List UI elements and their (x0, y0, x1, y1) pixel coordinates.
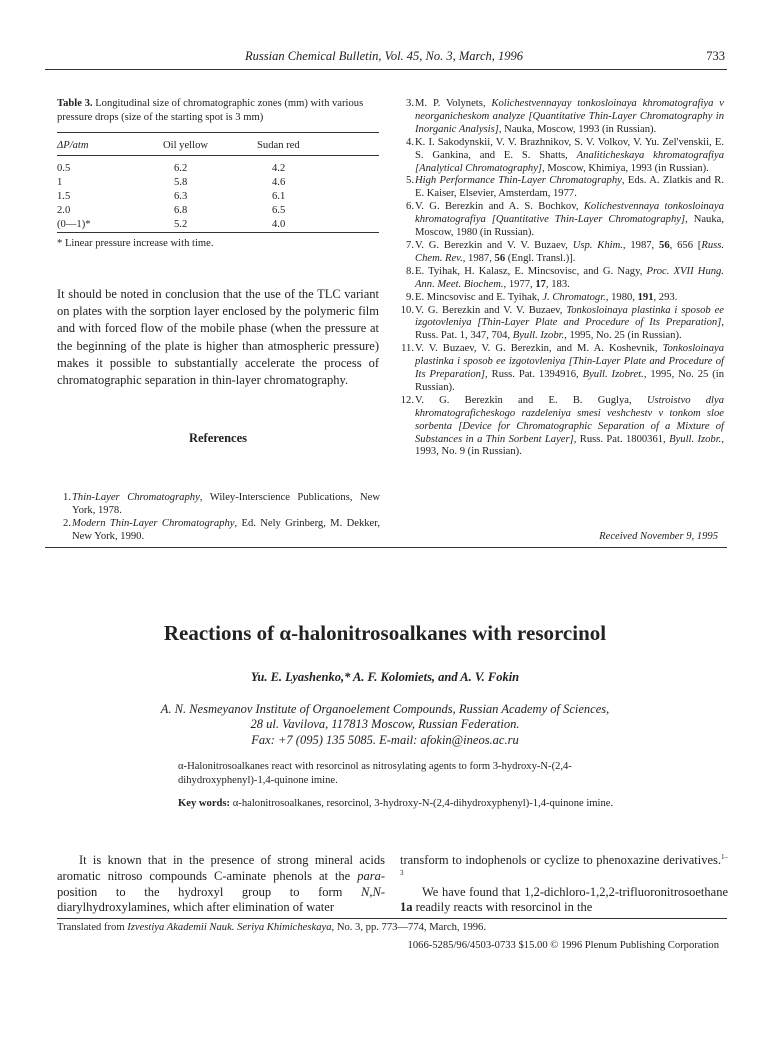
body-text-left (57, 853, 385, 916)
text-run: 17 (535, 278, 546, 290)
text-run: -diarylhydroxylamines, which after elimination of water (57, 884, 385, 915)
reference-item (398, 305, 724, 344)
reference-text (415, 266, 724, 292)
table-rule-bot (57, 232, 379, 233)
text-run: -position to the hydroxyl group to form (57, 868, 385, 899)
reference-item (398, 137, 724, 176)
text-run: Proc. XVII Hung. Ann. Meet. Biochem. (415, 265, 724, 290)
text-run: , 1995, No. 25 (in Russian). (564, 330, 682, 342)
text-run: , Ed. Nely Grinberg, M. Dekker, New York, 1990. (72, 517, 380, 542)
keywords-label: Key words: (178, 798, 231, 809)
table-cell: 5.8 (174, 177, 188, 188)
reference-number: 12. (400, 394, 414, 406)
reference-text (415, 395, 724, 460)
table-caption-text: Longitudinal size of chromatographic zones (mm) with various pressure drops (size of the starting spot is 3 mm) (57, 98, 364, 123)
text-run: , 656 [ (669, 239, 702, 251)
reference-text (415, 201, 724, 240)
text-run: , 1993, No. 9 (in Russian). (415, 433, 724, 458)
reference-item (398, 240, 724, 266)
table-header-sudan-red: Sudan red (257, 140, 300, 151)
table-cell: 1.5 (57, 191, 71, 202)
table-cell: (0—1)* (57, 219, 91, 230)
page-number: 733 (706, 49, 725, 63)
reference-text (72, 518, 380, 544)
text-run: para (357, 868, 381, 883)
reference-text (415, 175, 724, 201)
reference-number: 10. (400, 304, 414, 316)
text-run: , 1987, (462, 252, 495, 264)
abstract: α-Halonitrosoalkanes react with resorcinol as nitrosylating agents to form 3-hydroxy-N-(2,4-dihydroxyphenyl)-1,4-quinone imine. (178, 761, 572, 786)
reference-list-right (398, 98, 724, 459)
keywords (178, 797, 638, 811)
reference-text (415, 137, 724, 176)
citation-superscript: 1–3 (400, 852, 728, 877)
text-run: V. G. Berezkin and V. V. Buzaev, (415, 304, 567, 316)
reference-text (415, 292, 724, 305)
text-run: E. Tyihak, H. Kalasz, E. Mincsovisc, and G. Nagy, (415, 265, 647, 277)
text-run: , 1977, (503, 278, 536, 290)
reference-item (398, 343, 724, 395)
table-cell: 6.2 (174, 163, 188, 174)
table-caption (57, 97, 379, 125)
reference-number: 3. (406, 98, 414, 109)
text-run: Kolichestvennayay tonkosloinaya khromatografiya v neorganicheskom analyze [Quantitative Thin-Layer Chromatography in Inorganic Analysis] (415, 98, 724, 135)
reference-number: 9. (406, 291, 414, 303)
table-caption-label: Table 3. (57, 98, 93, 109)
text-run: K. I. Sakodynskii, V. V. Brazhnikov, S. V. Volkov, V. Yu. Zel'venskii, E. S. Gankina, and E. S. Shatts, (415, 136, 724, 161)
table-cell: 6.5 (272, 205, 286, 216)
table-cell: 4.2 (272, 163, 286, 174)
affiliation-line: A. N. Nesmeyanov Institute of Organoelement Compounds, Russian Academy of Sciences, (160, 702, 610, 716)
text-run: , 293. (653, 291, 678, 303)
body-paragraph (400, 853, 728, 883)
text-run: , 1980, (605, 291, 638, 303)
reference-number: 6. (406, 201, 414, 213)
conclusion-paragraph: It should be noted in conclusion that the use of the TLC variant on plates with the sorption layer enclosed by the polymeric film and with forced flow of the mobile phase (when the pressure at the beginning of the plate is higher than atmospheric pressure) makes it possible to substantially accelerate the process of chromatographic separation in thin-layer chromatography. (57, 287, 379, 388)
text-run: V. V. Buzaev, V. G. Berezkin, and M. A. Koshevnik, (415, 343, 663, 355)
text-run: Byull. Izobret. (582, 369, 644, 381)
reference-text (415, 240, 724, 266)
text-run: (Engl. Transl.)]. (505, 252, 576, 264)
reference-number: 4. (406, 136, 414, 148)
reference-item (398, 395, 724, 460)
affiliation-line: 28 ul. Vavilova, 117813 Moscow, Russian Federation. (250, 717, 520, 732)
text-run: , 1995, No. 25 (in Russian). (415, 369, 725, 393)
reference-number: 1. (63, 492, 71, 503)
journal-citation: Russian Chemical Bulletin, Vol. 45, No. 3, March, 1996 (245, 49, 523, 63)
text-run: N,N (361, 884, 381, 899)
article-title: Reactions of α-halonitrosoalkanes with resorcinol (163, 621, 607, 645)
body-text-right (400, 853, 728, 916)
text-run: High Performance Thin-Layer Chromatography (415, 175, 622, 187)
body-sentence: transform to indophenols or cyclize to phenoxazine derivatives. (400, 853, 721, 867)
reference-item (398, 98, 724, 137)
reference-text (415, 343, 724, 395)
table-rule-top (57, 132, 379, 133)
reference-number: 7. (406, 239, 414, 251)
text-run: Tonkosloinaya plastinka i sposob ee izgotovleniya [Thin-Layer Plate and Procedure of Its Preparation] (415, 343, 724, 381)
text-run: readily reacts with resorcinol in the (412, 900, 593, 915)
text-run: V. G. Berezkin and V. V. Buzaev, (415, 239, 573, 251)
table-cell: 0.5 (57, 163, 71, 174)
text-run: , 1987, (622, 239, 660, 251)
reference-number: 11. (401, 343, 414, 355)
reference-item (55, 518, 380, 544)
body-paragraph (400, 885, 728, 917)
text-run: E. Mincsovisc and E. Tyihak, (415, 291, 543, 303)
header-rule (45, 69, 727, 70)
text-run: 56 (494, 252, 506, 264)
text-run: , Nauka, Moscow, 1980 (in Russian). (415, 214, 724, 239)
text-run: 191 (637, 291, 654, 303)
text-run: , Russ. Pat. 1800361, (573, 433, 670, 445)
text-run: Analiticheskaya khromatografiya [Analytical Chromatography] (415, 149, 724, 174)
text-run: Modern Thin-Layer Chromatography (72, 517, 235, 529)
table-header-delta-p: ΔP/atm (57, 140, 89, 151)
table-rule-mid (57, 155, 379, 156)
reference-item (398, 201, 724, 240)
text-run: Russ. Chem. Rev. (415, 239, 725, 264)
table-cell: 1 (57, 177, 63, 188)
keywords-text: α-halonitrosoalkanes, resorcinol, 3-hydroxy-N-(2,4-dihydroxyphenyl)-1,4-quinone imine. (232, 798, 614, 809)
reference-number: 2. (63, 517, 71, 529)
table-cell: 6.1 (272, 191, 286, 202)
affiliation (60, 702, 710, 748)
text-run: Byull. Izobr. (669, 433, 722, 445)
text-run: 56 (659, 239, 670, 251)
received-date: Received November 9, 1995 (599, 531, 718, 542)
table-cell: 6.3 (174, 191, 188, 202)
text-run: , Moscow, Khimiya, 1993 (in Russian). (542, 162, 709, 174)
article-authors: Yu. E. Lyashenko,* A. F. Kolomiets, and A. V. Fokin (250, 670, 520, 684)
text-run: It is known that in the presence of strong mineral acids aromatic nitroso compounds C-aminate phenols at the (57, 853, 385, 883)
footer-translation-note (57, 922, 486, 933)
text-run: Usp. Khim. (572, 239, 623, 251)
affiliation-line: Fax: +7 (095) 135 5085. E-mail: afokin@ineos.ac.ru (251, 732, 519, 747)
text-run: Tonkosloinaya plastinka i sposob ee izgotovleniya [Thin-Layer Plate and Procedure of Its Preparation] (415, 304, 724, 329)
table-cell: 4.0 (272, 219, 286, 230)
reference-number: 5. (406, 175, 414, 187)
text-run: Kolichestvennaya tonkosloinaya khromatografiya [Quantitative Thin-Layer Chromatography] (415, 201, 724, 226)
text-run: , 183. (545, 278, 570, 290)
table-cell: 4.6 (272, 177, 286, 188)
references-heading: References (188, 431, 248, 445)
footer-copyright: 1066-5285/96/4503-0733 $15.00 © 1996 Plenum Publishing Corporation (407, 940, 719, 951)
text-run: We have found that 1,2-dichloro-1,2,2-trifluoronitrosoethane (422, 884, 728, 899)
reference-number: 8. (406, 265, 414, 277)
text-run: Ustroistvo dlya khromatograficheskogo razdeleniya smesi veshchestv v tonkom sloe sorbenta [Device for Chromatographic Separation of a Mixture of Substances in a Thin Sorbent Layer] (415, 394, 724, 445)
footer-source: Izvestiya Akademii Nauk. Seriya Khimicheskaya (127, 922, 332, 933)
text-run: V. G. Berezkin and E. B. Guglya, (415, 394, 647, 406)
table-footnote: * Linear pressure increase with time. (57, 238, 214, 249)
text-run: V. G. Berezkin and A. S. Bochkov, (415, 201, 584, 213)
reference-text (415, 98, 724, 137)
reference-item (398, 175, 724, 201)
reference-list-left (55, 492, 380, 544)
footer-prefix: Translated from (57, 922, 128, 933)
table-header-oil-yellow: Oil yellow (163, 140, 209, 151)
footer-rule (57, 918, 727, 919)
text-run: , Wiley-Interscience Publications, New York, 1978. (72, 492, 380, 516)
reference-item (398, 292, 724, 305)
body-paragraph (57, 853, 385, 916)
reference-text (415, 305, 724, 344)
text-run: Byull. Izobr. (512, 330, 565, 342)
section-rule (45, 547, 727, 548)
text-run: , Russ. Pat. 1, 347, 704, (415, 317, 724, 342)
text-run: , Nauka, Moscow, 1993 (in Russian). (498, 123, 657, 135)
table-cell: 5.2 (174, 219, 188, 230)
text-run: , Russ. Pat. 1394916, (485, 369, 583, 381)
text-run: 1a (400, 900, 413, 915)
text-run: Thin-Layer Chromatography (72, 492, 200, 503)
table-cell: 2.0 (57, 205, 71, 216)
table-cell: 6.8 (174, 205, 188, 216)
reference-item (398, 266, 724, 292)
reference-item (55, 492, 380, 518)
text-run: , Eds. A. Zlatkis and R. E. Kaiser, Elsevier, Amsterdam, 1977. (415, 175, 725, 200)
text-run: J. Chromatogr. (542, 291, 606, 303)
running-header (45, 49, 725, 65)
reference-text (72, 492, 380, 518)
footer-suffix: , No. 3, pp. 773—774, March, 1996. (331, 922, 486, 933)
text-run: M. P. Volynets, (415, 98, 492, 109)
